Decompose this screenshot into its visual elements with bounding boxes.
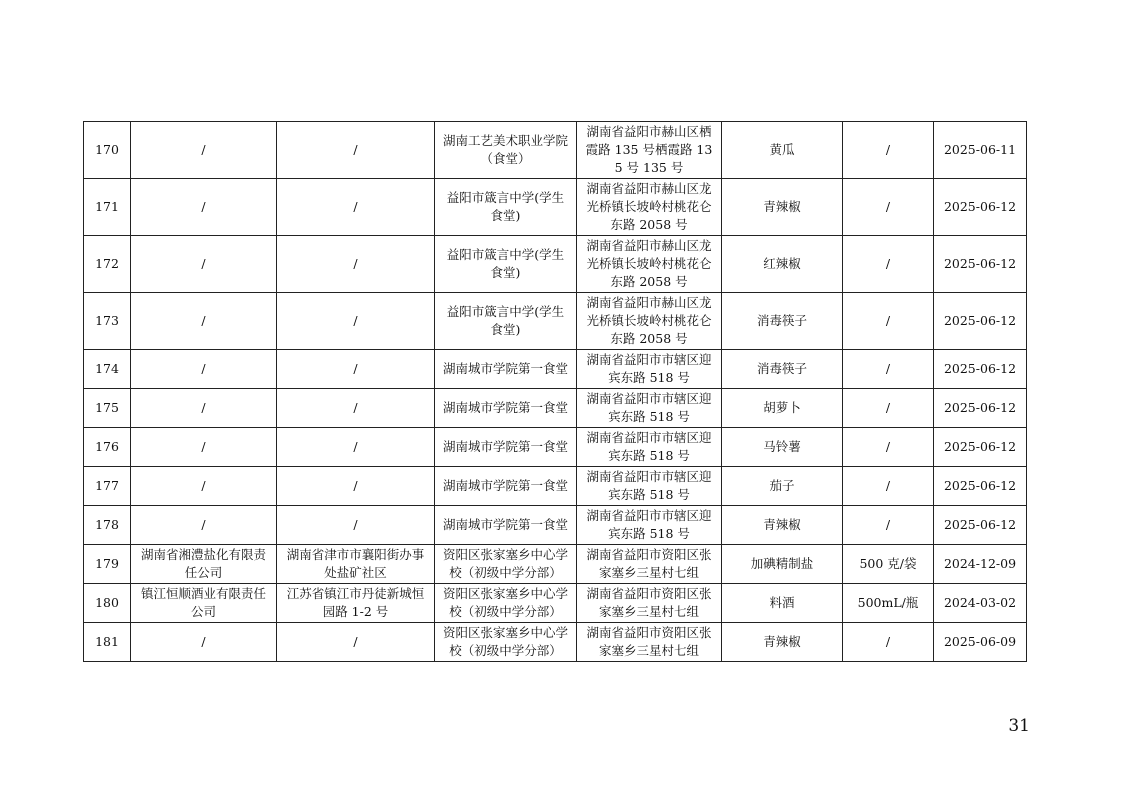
table-row [84,293,1027,350]
sampled-address-cell: 湖南省益阳市市辖区迎宾东路 518 号 [577,506,722,545]
row-number-cell: 173 [84,293,131,350]
row-number-cell: 176 [84,428,131,467]
row-number-cell: 170 [84,122,131,179]
table-row [84,545,1027,584]
specification-cell: / [843,623,934,662]
manufacturer-address-cell: / [277,467,435,506]
sampled-address-cell: 湖南省益阳市市辖区迎宾东路 518 号 [577,428,722,467]
manufacturer-cell: 镇江恒顺酒业有限责任公司 [131,584,277,623]
manufacturer-cell: / [131,350,277,389]
manufacturer-cell: / [131,389,277,428]
product-name-cell: 马铃薯 [722,428,843,467]
product-name-cell: 料酒 [722,584,843,623]
sampled-address-cell: 湖南省益阳市赫山区龙光桥镇长坡岭村桃花仑东路 2058 号 [577,236,722,293]
production-date-cell: 2025-06-12 [934,350,1027,389]
product-name-cell: 加碘精制盐 [722,545,843,584]
manufacturer-address-cell: / [277,389,435,428]
sampled-address-cell: 湖南省益阳市市辖区迎宾东路 518 号 [577,350,722,389]
sampled-address-cell: 湖南省益阳市资阳区张家塞乡三星村七组 [577,623,722,662]
manufacturer-cell: / [131,293,277,350]
table-row [84,584,1027,623]
manufacturer-cell: / [131,428,277,467]
table-row [84,179,1027,236]
production-date-cell: 2025-06-12 [934,179,1027,236]
product-name-cell: 青辣椒 [722,623,843,662]
manufacturer-address-cell: / [277,236,435,293]
manufacturer-cell: / [131,467,277,506]
page-number: 31 [1008,716,1030,736]
table-row [84,467,1027,506]
manufacturer-address-cell: / [277,179,435,236]
specification-cell: / [843,389,934,428]
sampled-address-cell: 湖南省益阳市赫山区龙光桥镇长坡岭村桃花仑东路 2058 号 [577,179,722,236]
sampled-unit-cell: 湖南工艺美术职业学院（食堂） [435,122,577,179]
manufacturer-address-cell: 湖南省津市市襄阳街办事处盐矿社区 [277,545,435,584]
manufacturer-address-cell: / [277,122,435,179]
row-number-cell: 180 [84,584,131,623]
sampled-unit-cell: 益阳市箴言中学(学生食堂) [435,293,577,350]
manufacturer-address-cell: / [277,350,435,389]
sampled-unit-cell: 湖南城市学院第一食堂 [435,350,577,389]
specification-cell: / [843,179,934,236]
row-number-cell: 175 [84,389,131,428]
specification-cell: / [843,293,934,350]
specification-cell: / [843,350,934,389]
table-row [84,236,1027,293]
manufacturer-cell: 湖南省湘澧盐化有限责任公司 [131,545,277,584]
production-date-cell: 2024-03-02 [934,584,1027,623]
manufacturer-address-cell: 江苏省镇江市丹徒新城恒园路 1-2 号 [277,584,435,623]
sampled-unit-cell: 湖南城市学院第一食堂 [435,467,577,506]
product-name-cell: 茄子 [722,467,843,506]
manufacturer-address-cell: / [277,623,435,662]
production-date-cell: 2024-12-09 [934,545,1027,584]
table-row [84,506,1027,545]
sampled-address-cell: 湖南省益阳市赫山区龙光桥镇长坡岭村桃花仑东路 2058 号 [577,293,722,350]
product-name-cell: 红辣椒 [722,236,843,293]
table-row [84,428,1027,467]
product-name-cell: 青辣椒 [722,506,843,545]
row-number-cell: 178 [84,506,131,545]
specification-cell: / [843,467,934,506]
sampled-unit-cell: 湖南城市学院第一食堂 [435,389,577,428]
sampled-unit-cell: 湖南城市学院第一食堂 [435,506,577,545]
production-date-cell: 2025-06-12 [934,506,1027,545]
specification-cell: / [843,122,934,179]
sampled-unit-cell: 资阳区张家塞乡中心学校（初级中学分部） [435,623,577,662]
table-body [84,122,1027,662]
manufacturer-cell: / [131,506,277,545]
row-number-cell: 171 [84,179,131,236]
production-date-cell: 2025-06-12 [934,236,1027,293]
sampled-unit-cell: 资阳区张家塞乡中心学校（初级中学分部） [435,584,577,623]
specification-cell: / [843,428,934,467]
sampled-unit-cell: 资阳区张家塞乡中心学校（初级中学分部） [435,545,577,584]
specification-cell: 500mL/瓶 [843,584,934,623]
production-date-cell: 2025-06-11 [934,122,1027,179]
sampled-address-cell: 湖南省益阳市市辖区迎宾东路 518 号 [577,389,722,428]
sampled-unit-cell: 湖南城市学院第一食堂 [435,428,577,467]
manufacturer-address-cell: / [277,293,435,350]
product-name-cell: 胡萝卜 [722,389,843,428]
production-date-cell: 2025-06-12 [934,293,1027,350]
table-row [84,122,1027,179]
specification-cell: 500 克/袋 [843,545,934,584]
specification-cell: / [843,506,934,545]
manufacturer-cell: / [131,122,277,179]
row-number-cell: 179 [84,545,131,584]
table-row [84,623,1027,662]
production-date-cell: 2025-06-12 [934,428,1027,467]
row-number-cell: 177 [84,467,131,506]
production-date-cell: 2025-06-12 [934,389,1027,428]
manufacturer-cell: / [131,623,277,662]
table-row [84,389,1027,428]
product-name-cell: 消毒筷子 [722,350,843,389]
production-date-cell: 2025-06-09 [934,623,1027,662]
manufacturer-address-cell: / [277,428,435,467]
row-number-cell: 181 [84,623,131,662]
manufacturer-address-cell: / [277,506,435,545]
manufacturer-cell: / [131,179,277,236]
product-name-cell: 青辣椒 [722,179,843,236]
sampled-unit-cell: 益阳市箴言中学(学生食堂) [435,179,577,236]
manufacturer-cell: / [131,236,277,293]
product-name-cell: 消毒筷子 [722,293,843,350]
row-number-cell: 174 [84,350,131,389]
table-row [84,350,1027,389]
sampled-address-cell: 湖南省益阳市资阳区张家塞乡三星村七组 [577,584,722,623]
product-name-cell: 黄瓜 [722,122,843,179]
sampled-address-cell: 湖南省益阳市赫山区栖霞路 135 号栖霞路 135 号 135 号 [577,122,722,179]
sample-table [83,121,1027,662]
specification-cell: / [843,236,934,293]
sampled-address-cell: 湖南省益阳市资阳区张家塞乡三星村七组 [577,545,722,584]
sampled-address-cell: 湖南省益阳市市辖区迎宾东路 518 号 [577,467,722,506]
sampled-unit-cell: 益阳市箴言中学(学生食堂) [435,236,577,293]
row-number-cell: 172 [84,236,131,293]
production-date-cell: 2025-06-12 [934,467,1027,506]
